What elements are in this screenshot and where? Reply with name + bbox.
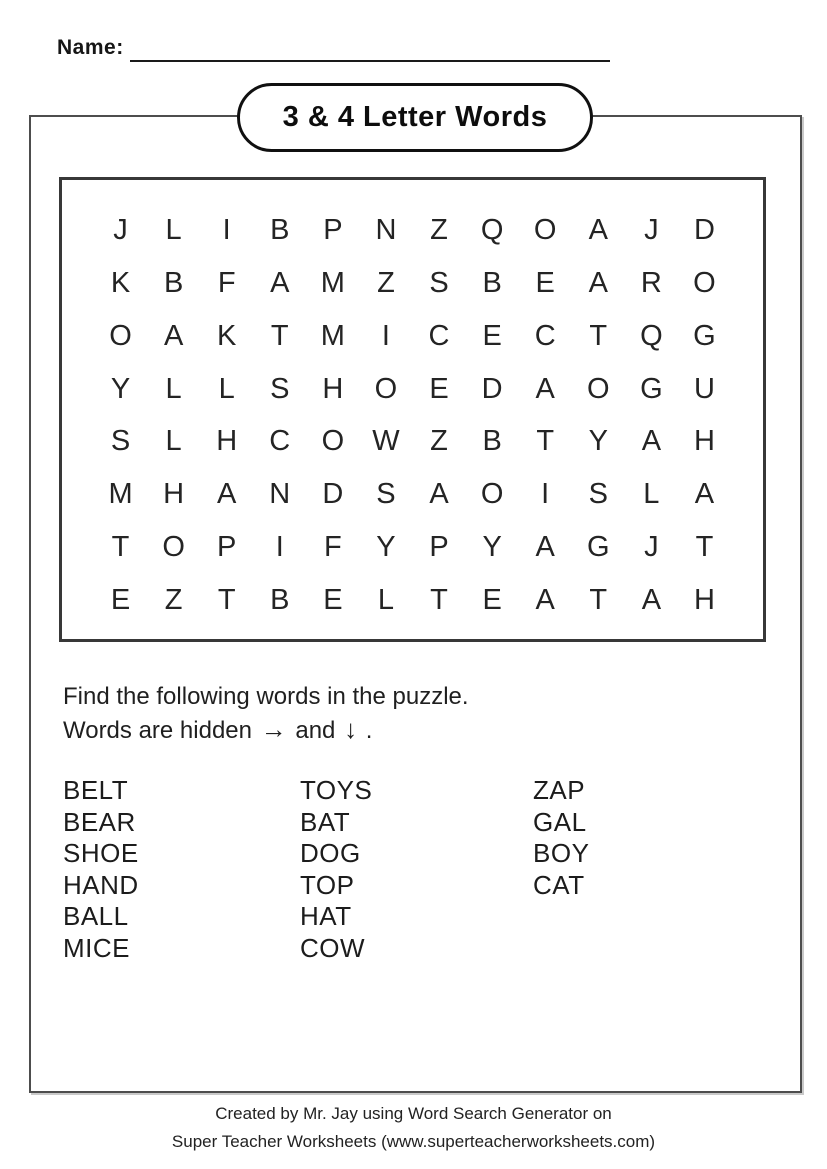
grid-letter: A — [535, 372, 555, 405]
grid-letter: G — [587, 531, 610, 564]
word-item: COW — [300, 932, 366, 963]
grid-letter: T — [589, 584, 608, 617]
grid-letter: O — [533, 213, 557, 246]
word-item: BEAR — [63, 806, 136, 837]
grid-letter: H — [693, 584, 715, 617]
grid-letter: F — [217, 266, 236, 299]
word-column — [533, 775, 589, 901]
word-column — [63, 775, 139, 964]
grid-letter: A — [641, 584, 662, 617]
footer-credit — [0, 1100, 827, 1156]
grid-letter: M — [320, 266, 345, 299]
grid-letter: S — [270, 372, 290, 405]
grid-letter: T — [217, 584, 236, 617]
word-item: DOG — [300, 838, 361, 868]
grid-letter: O — [480, 478, 504, 511]
grid-letter: Q — [640, 319, 663, 352]
grid-letter: H — [216, 425, 238, 458]
word-column — [300, 775, 372, 964]
grid-letter: T — [111, 531, 130, 564]
grid-letter: Y — [110, 372, 131, 405]
grid-letter: L — [165, 425, 182, 458]
instructions — [63, 680, 469, 747]
grid-letter: Z — [430, 425, 448, 458]
instructions-line2 — [63, 713, 469, 747]
grid-letter: F — [324, 531, 342, 564]
grid-letter: E — [110, 584, 131, 617]
grid-letter: A — [641, 425, 662, 458]
footer-line1: Created by Mr. Jay using Word Search Generator on — [215, 1104, 612, 1123]
grid-letter: H — [693, 425, 715, 458]
grid-letter: D — [693, 213, 715, 246]
grid-letter: S — [429, 266, 449, 299]
grid-letter: A — [163, 319, 184, 352]
grid-letter: O — [109, 319, 132, 352]
grid-letter: S — [588, 478, 608, 511]
grid-letter: O — [321, 425, 345, 458]
grid-letter: D — [481, 372, 503, 405]
instructions-line2-suffix: . — [365, 717, 373, 744]
grid-letter: G — [693, 319, 716, 352]
grid-letter: L — [643, 478, 660, 511]
right-arrow-icon: → — [260, 714, 287, 744]
grid-letter: O — [162, 531, 185, 564]
grid-letter: S — [110, 425, 131, 458]
grid-letter: P — [323, 213, 343, 246]
grid-letter: I — [381, 319, 390, 352]
grid-letter: E — [482, 319, 502, 352]
grid-letter: L — [377, 584, 395, 617]
grid-letter: Z — [164, 584, 183, 617]
grid-letter: E — [535, 266, 555, 299]
grid-letter: N — [269, 478, 291, 511]
word-item: ZAP — [533, 775, 586, 805]
grid-letter: U — [693, 372, 715, 405]
word-item: MICE — [63, 932, 130, 963]
grid-letter: A — [588, 213, 608, 246]
grid-letter: O — [693, 266, 716, 299]
word-item: TOP — [300, 869, 355, 900]
grid-letter: A — [217, 478, 237, 511]
grid-letter: O — [374, 372, 398, 405]
instructions-line1: Find the following words in the puzzle. — [63, 683, 469, 710]
name-row — [57, 36, 617, 62]
name-blank-line — [130, 36, 610, 62]
grid-letter: J — [644, 531, 659, 564]
grid-letter: J — [113, 213, 128, 246]
grid-letter: H — [322, 372, 344, 405]
grid-letter: A — [535, 584, 555, 617]
grid-letter: P — [217, 531, 237, 564]
letter-grid — [59, 177, 766, 642]
grid-letter: B — [270, 584, 290, 617]
grid-letter: S — [376, 478, 396, 511]
footer-line2: Super Teacher Worksheets (www.superteacherworksheets.com) — [171, 1132, 656, 1151]
word-item: SHOE — [63, 838, 139, 868]
grid-letter: L — [165, 213, 182, 246]
grid-letter: J — [644, 213, 659, 246]
grid-letter: O — [587, 372, 610, 405]
word-item: HAND — [63, 869, 139, 900]
grid-letter: A — [535, 531, 555, 564]
grid-letter: L — [218, 372, 235, 405]
grid-letter: C — [534, 319, 556, 352]
grid-letter: Z — [377, 266, 395, 299]
grid-letter: T — [430, 584, 448, 617]
grid-letter: B — [163, 266, 184, 299]
word-item: HAT — [300, 901, 352, 931]
grid-letter: B — [270, 213, 290, 246]
word-item: CAT — [533, 869, 585, 900]
name-label: Name: — [57, 36, 124, 59]
grid-letter: P — [429, 531, 449, 564]
grid-letter: A — [429, 478, 449, 511]
word-item: TOYS — [300, 775, 373, 805]
grid-letter: Y — [482, 531, 502, 564]
grid-letter: M — [108, 478, 133, 511]
grid-letter: M — [320, 319, 345, 352]
grid-letter: T — [536, 425, 555, 458]
grid-letter: I — [222, 213, 231, 246]
grid-letter: G — [640, 372, 663, 405]
grid-letter: C — [428, 319, 450, 352]
grid-letter: Y — [588, 425, 608, 458]
grid-letter: W — [372, 425, 400, 458]
word-item: BELT — [63, 775, 129, 805]
word-list — [0, 775, 827, 975]
grid-letter: R — [640, 266, 662, 299]
word-item: BAT — [300, 806, 351, 837]
grid-letter: K — [110, 266, 131, 299]
grid-letter: B — [482, 266, 502, 299]
instructions-and-text: and — [295, 717, 336, 744]
grid-letter: Y — [376, 531, 396, 564]
title-pill — [237, 83, 593, 152]
grid-letter: A — [270, 266, 290, 299]
grid-letter: A — [588, 266, 608, 299]
grid-letter: I — [275, 531, 284, 564]
grid-letter: I — [541, 478, 550, 511]
grid-letter: Z — [430, 213, 448, 246]
grid-letter: E — [323, 584, 343, 617]
grid-letter: K — [217, 319, 237, 352]
grid-letter: E — [429, 372, 449, 405]
grid-letter: Q — [480, 213, 504, 246]
grid-letter: B — [482, 425, 502, 458]
word-item: BALL — [63, 901, 129, 931]
grid-letter: H — [163, 478, 185, 511]
word-item: BOY — [533, 838, 590, 868]
page-title: 3 & 4 Letter Words — [282, 101, 548, 133]
grid-letter: N — [375, 213, 397, 246]
grid-letter: C — [269, 425, 291, 458]
grid-letter: T — [589, 319, 608, 352]
instructions-line2-prefix: Words are hidden — [63, 717, 252, 744]
down-arrow-icon: ↓ — [344, 714, 358, 744]
grid-letter: E — [482, 584, 502, 617]
grid-letter: L — [165, 372, 182, 405]
grid-letter: T — [270, 319, 289, 352]
grid-letter: D — [322, 478, 344, 511]
grid-letter: A — [694, 478, 715, 511]
grid-letter: T — [695, 531, 714, 564]
word-item: GAL — [533, 806, 587, 837]
